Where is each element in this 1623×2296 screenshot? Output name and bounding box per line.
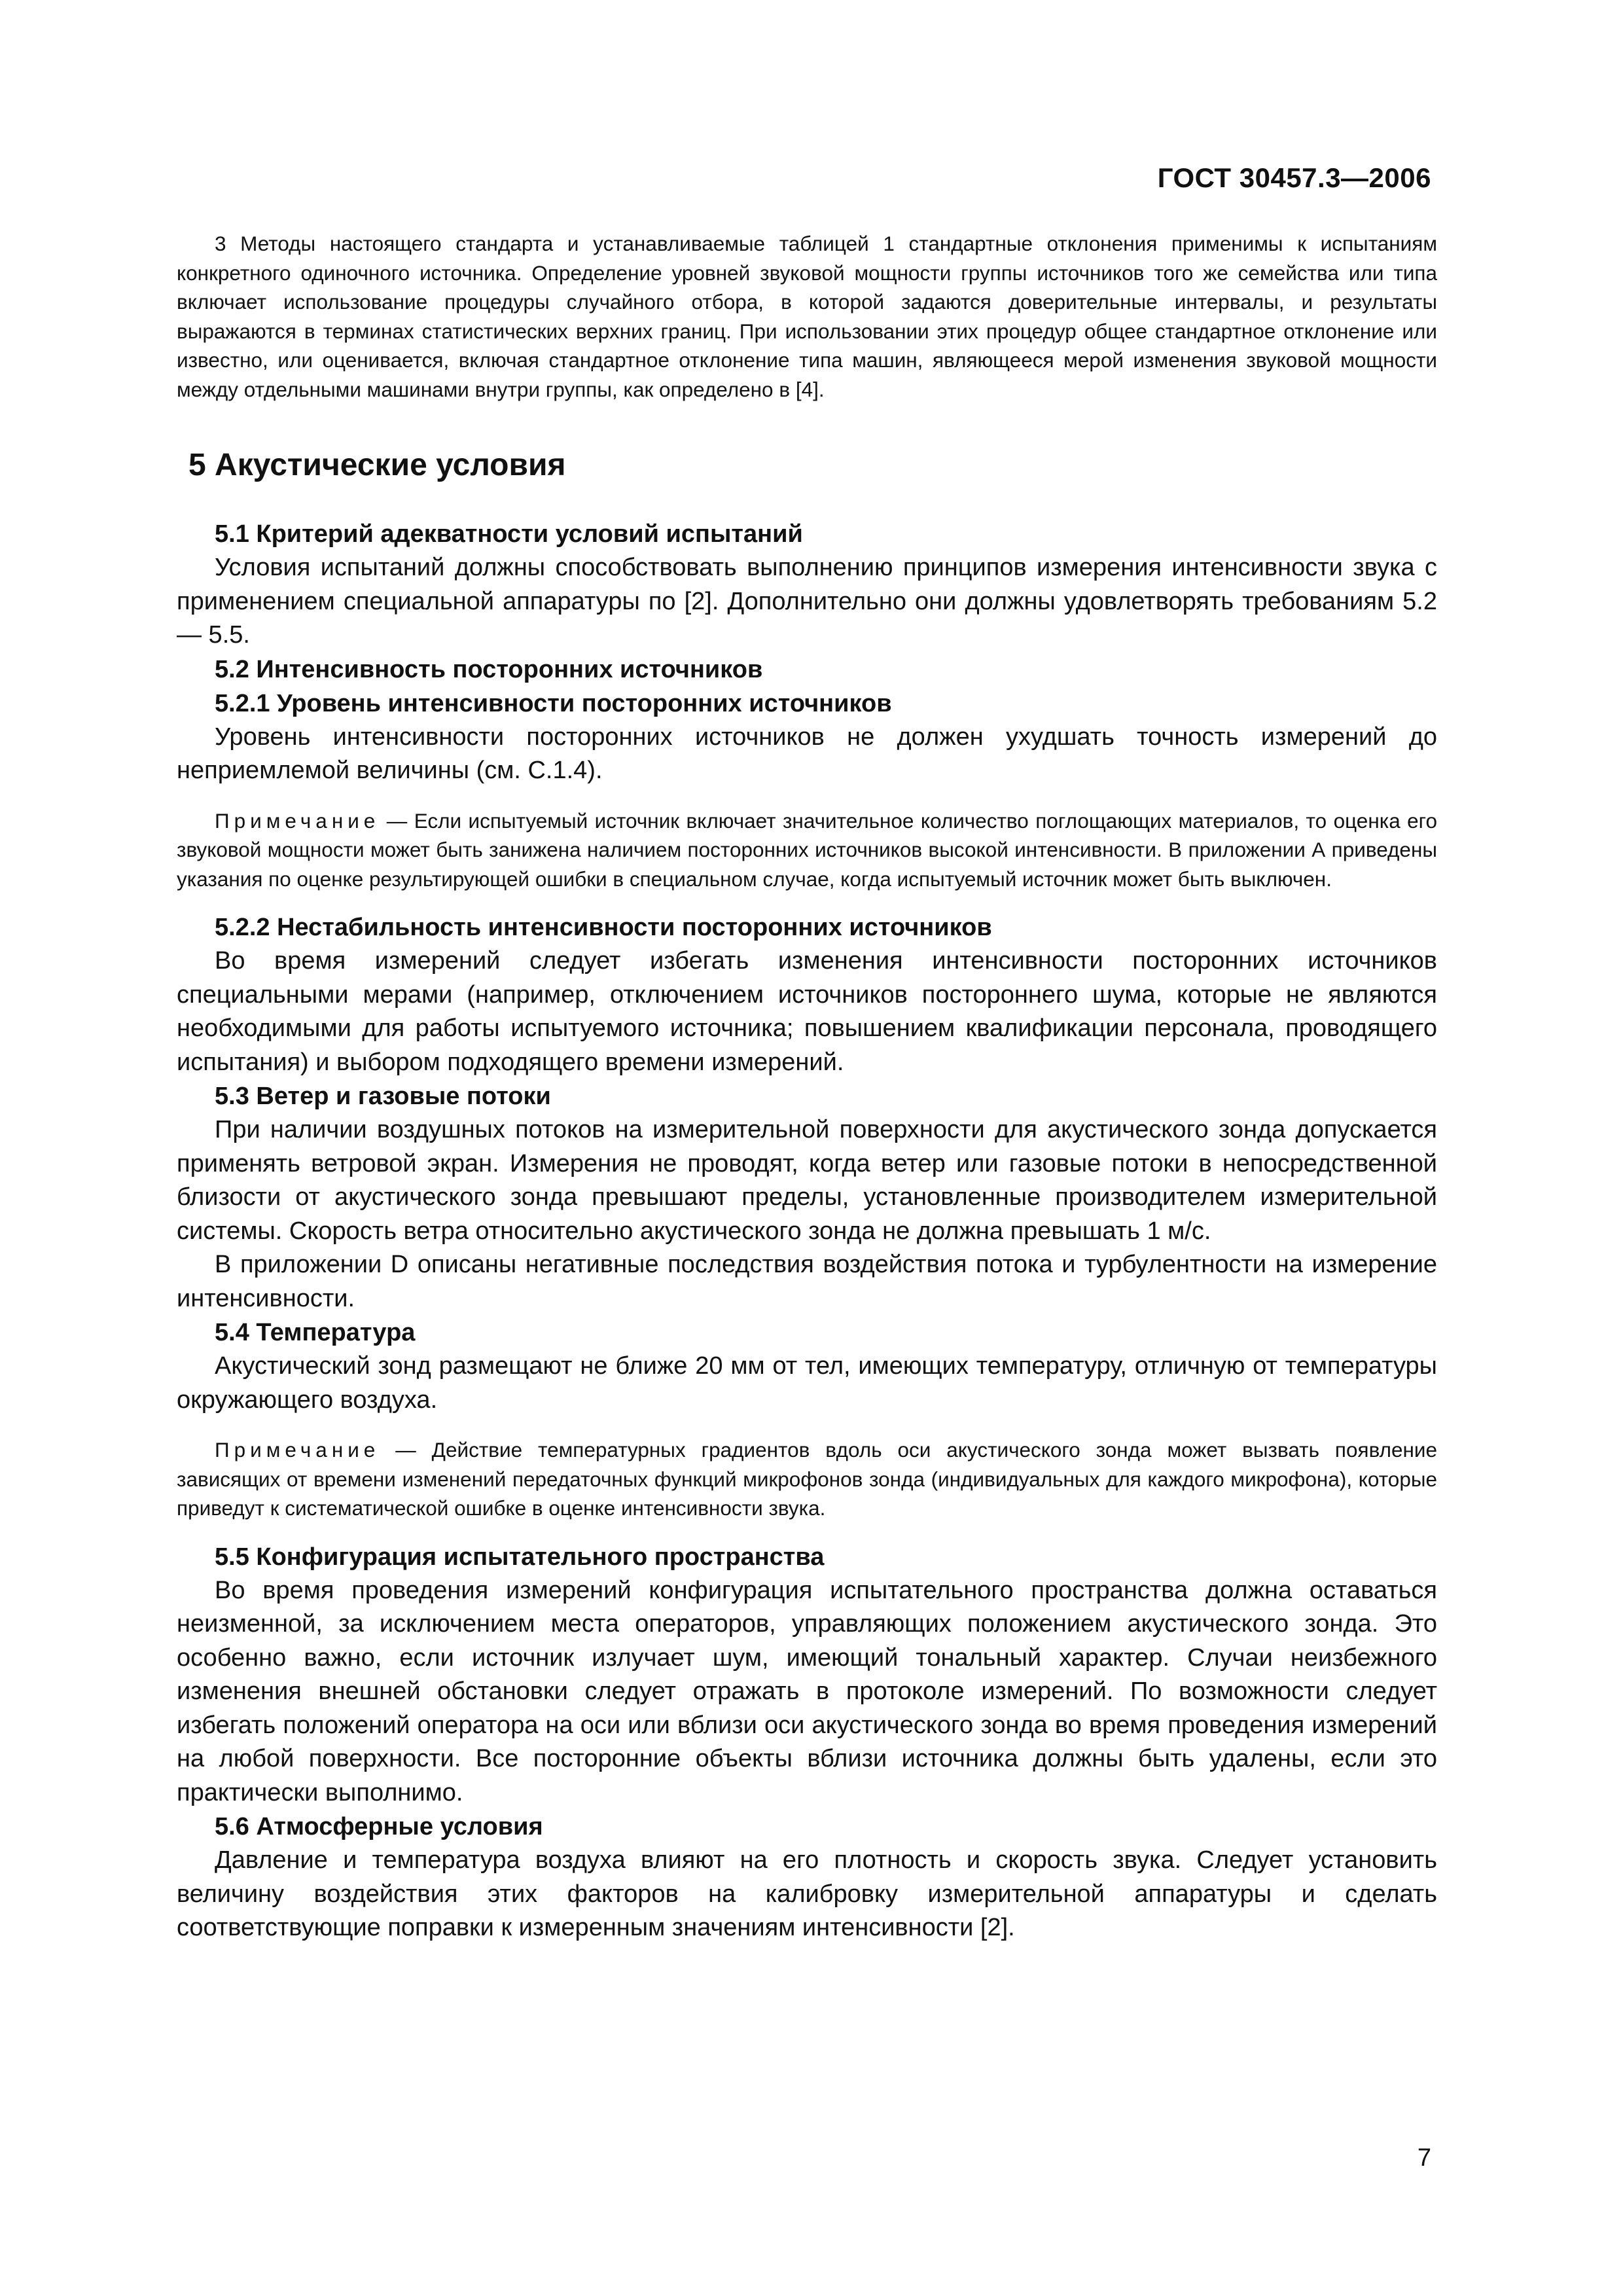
section-5-2-1-note: [177, 806, 1437, 894]
note-text: — Если испытуемый источник включает значительное количество поглощающих материалов, то оценка его звуковой мощности может быть занижена наличием посторонних источников высокой интенсивности. В приложении А приведены указания по оценке результирующей ошибки в специальном случае, когда испытуемый источник может быть выключен.: [177, 808, 1437, 891]
section-5-4-text: Акустический зонд размещают не ближе 20 мм от тел, имеющих температуру, отличную от температуры окружающего воздуха.: [177, 1352, 1437, 1414]
section-5-4-note: [177, 1435, 1437, 1523]
section-5-3-text-1: При наличии воздушных потоков на измерительной поверхности для акустического зонда допускается применять ветровой экран. Измерения не проводят, когда ветер или газовые потоки в непосредственной близости от акустического зонда превышают пределы, установленные производителем измерительной системы. Скорость ветра относительно акустического зонда не должна превышать 1 м/с.: [177, 1116, 1437, 1245]
section-5-1-title: 5.1 Критерий адекватности условий испытаний: [215, 520, 803, 548]
note-label: Примечание: [215, 808, 380, 833]
section-5-2-1-title: 5.2.1 Уровень интенсивности посторонних источников: [215, 689, 892, 717]
section-5-6-title: 5.6 Атмосферные условия: [215, 1813, 543, 1840]
section-5-2-2-title: 5.2.2 Нестабильность интенсивности посторонних источников: [215, 914, 992, 941]
section-5-2-2-text: Во время измерений следует избегать изменения интенсивности посторонних источников специальными мерами (например, отключением источников постороннего шума, которые не являются необходимыми для работы испытуемого источника; повышением квалификации персонала, проводящего испытания) и выбором подходящего времени измерений.: [177, 947, 1437, 1076]
document-code-header: ГОСТ 30457.3—2006: [1157, 162, 1431, 193]
page-content: [177, 229, 1437, 1945]
section-5-3-text-2: В приложении D описаны негативные последствия воздействия потока и турбулентности на измерение интенсивности.: [177, 1251, 1437, 1312]
intro-paragraph: 3 Методы настоящего стандарта и устанавливаемые таблицей 1 стандартные отклонения применимы к испытаниям конкретного одиночного источника. Определение уровней звуковой мощности группы источников того же семейства или типа включает использование процедуры случайного отбора, в которой задаются доверительные интервалы, и результаты выражаются в терминах статистических верхних границ. При использовании этих процедур общее стандартное отклонение или известно, или оценивается, включая стандартное отклонение типа машин, являющееся мерой изменения звуковой мощности между отдельными машинами внутри группы, как определено в [4].: [177, 232, 1437, 401]
note-text: — Действие температурных градиентов вдоль оси акустического зонда может вызвать появление зависящих от времени изменений передаточных функций микрофонов зонда (индивидуальных для каждого микрофона), которые приведут к систематической ошибке в оценке интенсивности звука.: [177, 1438, 1437, 1520]
section-5-1-text: Условия испытаний должны способствовать выполнению принципов измерения интенсивности звука с применением специальной аппаратуры по [2]. Дополнительно они должны удовлетворять требованиям 5.2 — 5.5.: [177, 554, 1437, 649]
section-5-3-title: 5.3 Ветер и газовые потоки: [215, 1083, 551, 1110]
page-number: 7: [1417, 2144, 1431, 2172]
section-5-6-text: Давление и температура воздуха влияют на его плотность и скорость звука. Следует установить величину воздействия этих факторов на калибровку измерительной аппаратуры и сделать соответствующие поправки к измеренным значениям интенсивности [2].: [177, 1846, 1437, 1941]
note-label: Примечание: [215, 1438, 380, 1462]
section-5-title: 5 Акустические условия: [188, 448, 566, 482]
section-5-5-text: Во время проведения измерений конфигурация испытательного пространства должна оставаться неизменной, за исключением места операторов, управляющих положением акустического зонда. Это особенно важно, если источник излучает шум, имеющий тональный характер. Случаи неизбежного изменения внешней обстановки следует отражать в протоколе измерений. По возможности следует избегать положений оператора на оси или вблизи оси акустического зонда во время проведения измерений на любой поверхности. Все посторонние объекты вблизи источника должны быть удалены, если это практически выполнимо.: [177, 1576, 1437, 1806]
section-5-5-title: 5.5 Конфигурация испытательного пространства: [215, 1543, 825, 1571]
section-5-2-title: 5.2 Интенсивность посторонних источников: [215, 655, 763, 683]
section-5-4-title: 5.4 Температура: [215, 1319, 416, 1346]
section-5-2-1-text: Уровень интенсивности посторонних источников не должен ухудшать точность измерений до неприемлемой величины (см. С.1.4).: [177, 723, 1437, 784]
